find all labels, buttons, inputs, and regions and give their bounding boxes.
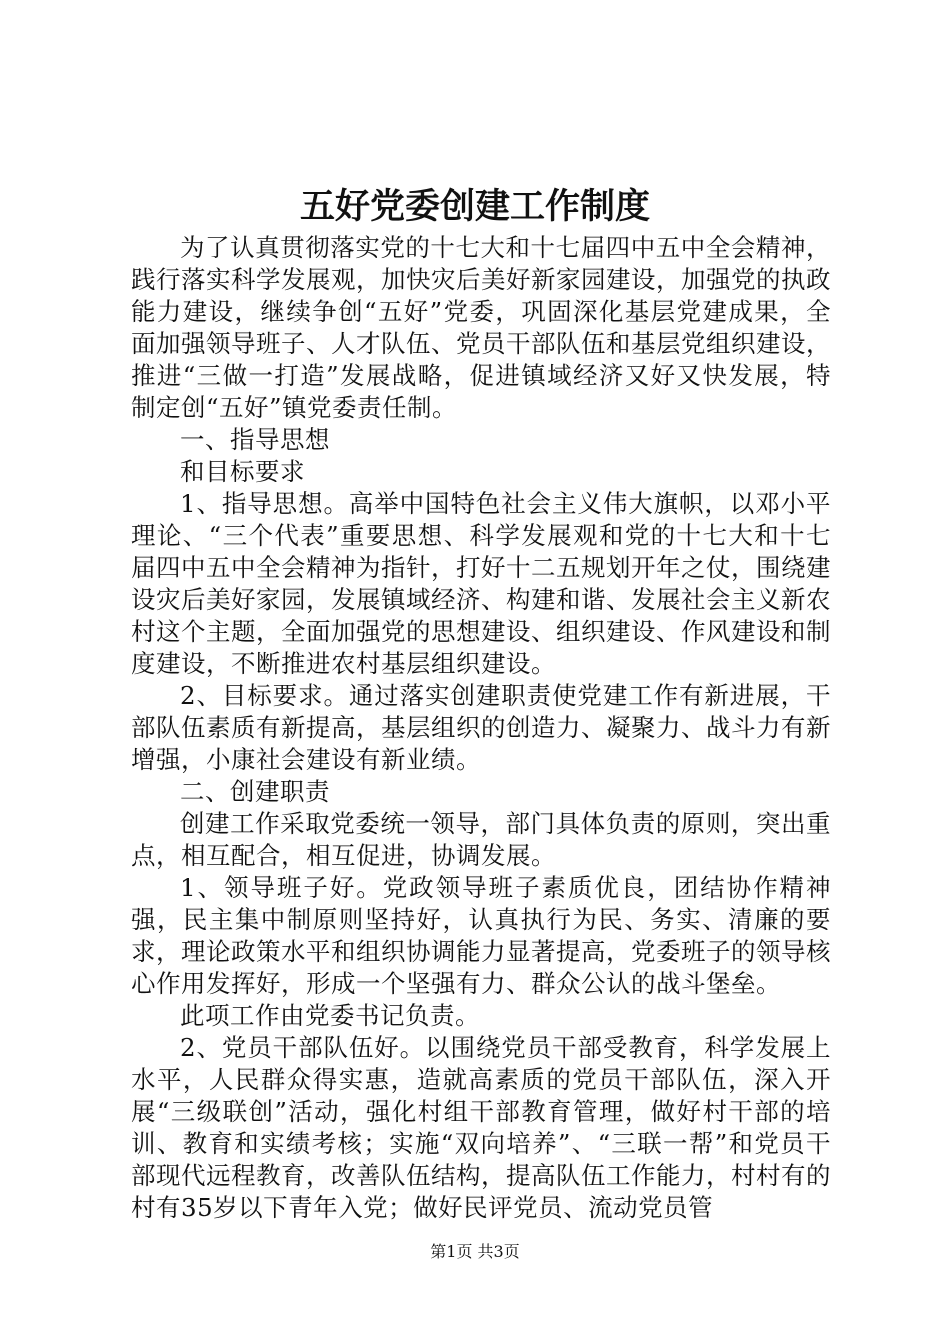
section-heading-2: 二、创建职责 — [180, 777, 330, 806]
paragraph-cadre-team: 2、党员干部队伍好。以围绕党员干部受教育，科学发展上水平，人民群众得实惠，造就高素质的党员干部队伍，深入开展“三级联创”活动，强化村组干部教育管理，做好村干部的培训、教育和实绩考核；实施“双向培养”、“三联一帮”和党员干部现代远程教育，改善队伍结构，提高队伍工作能力，村村有的村有35岁以下青年入党；做好民评党员、流动党员管 — [131, 1033, 831, 1222]
document-title: 五好党委创建工作制度 — [299, 187, 650, 227]
paragraph-target-requirements: 2、目标要求。通过落实创建职责使党建工作有新进展，干部队伍素质有新提高，基层组织的创造力、凝聚力、战斗力有新增强，小康社会建设有新业绩。 — [131, 681, 831, 774]
document-body — [131, 232, 831, 1224]
paragraph-secretary-responsible: 此项工作由党委书记负责。 — [180, 1001, 480, 1030]
page-footer: 第1页 共3页 — [430, 1242, 520, 1261]
paragraph-guiding-thought: 1、指导思想。高举中国特色社会主义伟大旗帜，以邓小平理论、“三个代表”重要思想、科学发展观和党的十七大和十七届四中五中全会精神为指针，打好十二五规划开年之仗，围绕建设灾后美好家园，发展镇域经济、构建和谐、发展社会主义新农村这个主题，全面加强党的思想建设、组织建设、作风建设和制度建设，不断推进农村基层组织建设。 — [131, 489, 831, 678]
section-heading-1-continued: 和目标要求 — [180, 457, 305, 486]
paragraph-responsibility-principle: 创建工作采取党委统一领导，部门具体负责的原则，突出重点，相互配合，相互促进，协调发展。 — [131, 809, 831, 870]
paragraph-leadership-team: 1、领导班子好。党政领导班子素质优良，团结协作精神强，民主集中制原则坚持好，认真执行为民、务实、清廉的要求，理论政策水平和组织协调能力显著提高，党委班子的领导核心作用发挥好，形成一个坚强有力、群众公认的战斗堡垒。 — [131, 873, 831, 998]
section-heading-1: 一、指导思想 — [180, 425, 330, 454]
paragraph-intro: 为了认真贯彻落实党的十七大和十七届四中五中全会精神，践行落实科学发展观，加快灾后美好新家园建设，加强党的执政能力建设，继续争创“五好”党委，巩固深化基层党建成果，全面加强领导班子、人才队伍、党员干部队伍和基层党组织建设，推进“三做一打造”发展战略，促进镇域经济又好又快发展，特制定创“五好”镇党委责任制。 — [131, 233, 831, 422]
